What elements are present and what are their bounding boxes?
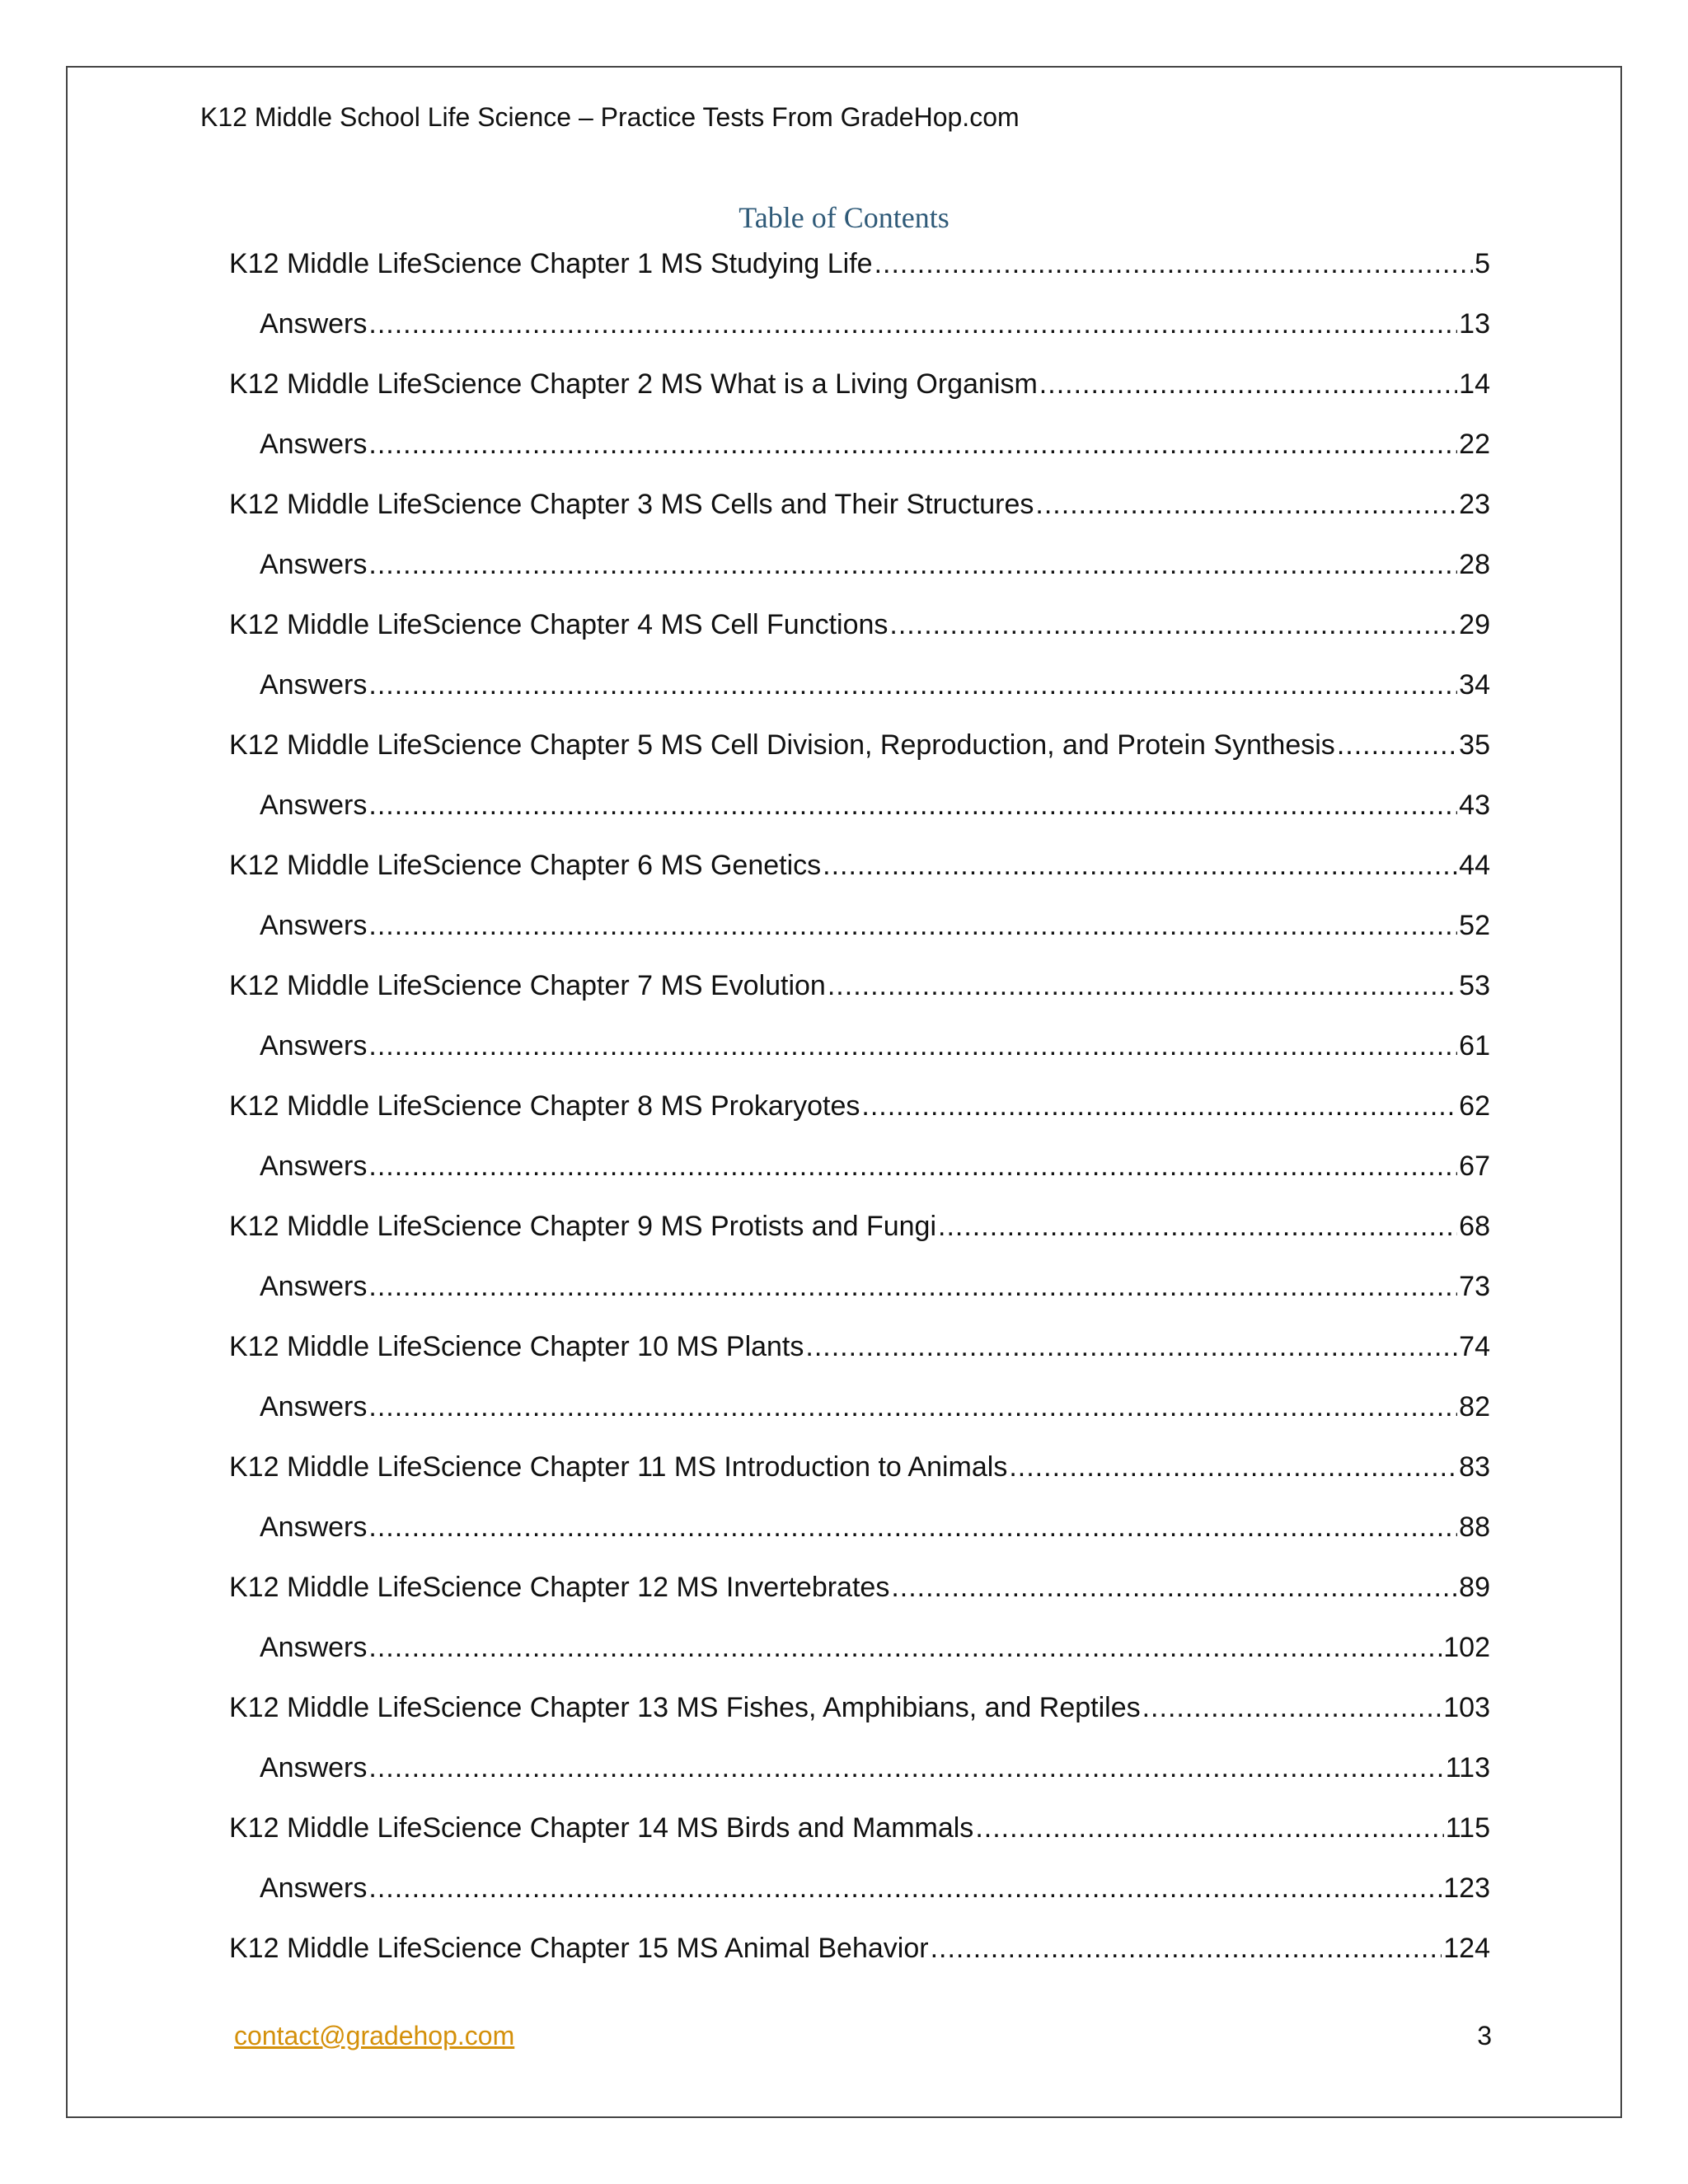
toc-entry-chapter[interactable] bbox=[229, 1327, 1490, 1387]
toc-entry-page-number: 124 bbox=[1443, 1933, 1490, 1964]
toc-entry-answers[interactable] bbox=[229, 906, 1490, 966]
toc-entry-answers[interactable] bbox=[229, 1267, 1490, 1327]
toc-entry-title: Answers bbox=[260, 1872, 368, 1904]
toc-entry-chapter[interactable] bbox=[229, 966, 1490, 1026]
dot-leader bbox=[368, 1748, 1443, 1788]
toc-entry-page-number: 22 bbox=[1459, 429, 1490, 460]
toc-entry-answers[interactable] bbox=[229, 1628, 1490, 1688]
toc-entry-page-number: 67 bbox=[1459, 1151, 1490, 1182]
toc-entry-answers[interactable] bbox=[229, 785, 1490, 846]
toc-entry-page-number: 89 bbox=[1459, 1572, 1490, 1603]
toc-entry-answers[interactable] bbox=[229, 1868, 1490, 1929]
toc-entry-chapter[interactable] bbox=[229, 846, 1490, 906]
toc-entry-page-number: 34 bbox=[1459, 669, 1490, 701]
toc-entry-page-number: 61 bbox=[1459, 1030, 1490, 1062]
toc-entry-page-number: 53 bbox=[1459, 970, 1490, 1001]
dot-leader bbox=[368, 1146, 1457, 1186]
running-header: K12 Middle School Life Science – Practice Tests From GradeHop.com bbox=[200, 102, 1020, 132]
toc-entry-title: K12 Middle LifeScience Chapter 2 MS What is a Living Organism bbox=[229, 368, 1038, 400]
dot-leader bbox=[805, 1327, 1457, 1366]
dot-leader bbox=[368, 1387, 1457, 1427]
toc-entry-chapter[interactable] bbox=[229, 725, 1490, 785]
toc-entry-title: Answers bbox=[260, 1030, 368, 1062]
toc-entry-page-number: 103 bbox=[1443, 1692, 1490, 1723]
dot-leader bbox=[931, 1929, 1442, 1968]
toc-entry-title: Answers bbox=[260, 429, 368, 460]
toc-entry-title: K12 Middle LifeScience Chapter 11 MS Introduction to Animals bbox=[229, 1451, 1008, 1483]
toc-entry-title: Answers bbox=[260, 308, 368, 340]
toc-entry-answers[interactable] bbox=[229, 1507, 1490, 1568]
dot-leader bbox=[861, 1086, 1457, 1126]
toc-entry-page-number: 123 bbox=[1443, 1872, 1490, 1904]
dot-leader bbox=[1039, 364, 1457, 404]
dot-leader bbox=[891, 1568, 1457, 1607]
toc-entry-chapter[interactable] bbox=[229, 1207, 1490, 1267]
toc-entry-chapter[interactable] bbox=[229, 1929, 1490, 1989]
toc-entry-chapter[interactable] bbox=[229, 244, 1490, 304]
toc-entry-title: Answers bbox=[260, 1752, 368, 1783]
toc-entry-page-number: 83 bbox=[1459, 1451, 1490, 1483]
toc-entry-page-number: 113 bbox=[1445, 1752, 1490, 1783]
toc-entry-title: Answers bbox=[260, 1151, 368, 1182]
dot-leader bbox=[368, 906, 1457, 945]
footer-email-link[interactable]: contact@gradehop.com bbox=[234, 2021, 515, 2050]
toc-entry-page-number: 23 bbox=[1459, 489, 1490, 520]
toc-entry-answers[interactable] bbox=[229, 1387, 1490, 1447]
dot-leader bbox=[975, 1808, 1443, 1848]
toc-entry-title: K12 Middle LifeScience Chapter 4 MS Cell Functions bbox=[229, 609, 889, 640]
toc-entry-title: Answers bbox=[260, 549, 368, 580]
dot-leader bbox=[828, 966, 1457, 1005]
dot-leader bbox=[368, 545, 1457, 584]
toc-entry-title: K12 Middle LifeScience Chapter 3 MS Cells and Their Structures bbox=[229, 489, 1034, 520]
toc-entry-answers[interactable] bbox=[229, 665, 1490, 725]
toc-entry-page-number: 102 bbox=[1443, 1632, 1490, 1663]
toc-entry-chapter[interactable] bbox=[229, 1086, 1490, 1146]
toc-entry-title: K12 Middle LifeScience Chapter 7 MS Evolution bbox=[229, 970, 826, 1001]
dot-leader bbox=[368, 665, 1457, 705]
dot-leader bbox=[1337, 725, 1457, 765]
toc-entry-page-number: 68 bbox=[1459, 1211, 1490, 1242]
dot-leader bbox=[368, 1507, 1457, 1547]
toc-entry-chapter[interactable] bbox=[229, 485, 1490, 545]
toc-entry-title: K12 Middle LifeScience Chapter 10 MS Plants bbox=[229, 1331, 804, 1362]
toc-entry-title: K12 Middle LifeScience Chapter 6 MS Genetics bbox=[229, 850, 822, 881]
dot-leader bbox=[368, 1026, 1457, 1066]
toc-entry-page-number: 29 bbox=[1459, 609, 1490, 640]
dot-leader bbox=[874, 244, 1474, 284]
toc-title: Table of Contents bbox=[738, 201, 950, 234]
toc-entry-page-number: 43 bbox=[1459, 790, 1490, 821]
toc-entry-title: Answers bbox=[260, 1632, 368, 1663]
toc-entry-title: K12 Middle LifeScience Chapter 14 MS Birds and Mammals bbox=[229, 1812, 974, 1844]
toc-entry-page-number: 88 bbox=[1459, 1511, 1490, 1543]
dot-leader bbox=[368, 1868, 1442, 1908]
toc-entry-chapter[interactable] bbox=[229, 1447, 1490, 1507]
toc-entry-title: Answers bbox=[260, 790, 368, 821]
toc-entry-title: K12 Middle LifeScience Chapter 5 MS Cell Division, Reproduction, and Protein Synthesis bbox=[229, 729, 1335, 761]
toc-entry-title: K12 Middle LifeScience Chapter 9 MS Protists and Fungi bbox=[229, 1211, 937, 1242]
dot-leader bbox=[889, 605, 1457, 644]
toc-entry-answers[interactable] bbox=[229, 1748, 1490, 1808]
toc-entry-title: Answers bbox=[260, 1511, 368, 1543]
toc-entry-page-number: 62 bbox=[1459, 1090, 1490, 1122]
dot-leader bbox=[368, 1267, 1457, 1306]
toc-entry-title: K12 Middle LifeScience Chapter 1 MS Studying Life bbox=[229, 248, 873, 279]
dot-leader bbox=[1035, 485, 1457, 524]
dot-leader bbox=[823, 846, 1457, 885]
toc-entry-page-number: 82 bbox=[1459, 1391, 1490, 1422]
toc-entry-title: K12 Middle LifeScience Chapter 13 MS Fishes, Amphibians, and Reptiles bbox=[229, 1692, 1141, 1723]
toc-entry-page-number: 28 bbox=[1459, 549, 1490, 580]
toc-entry-page-number: 52 bbox=[1459, 910, 1490, 941]
toc-entry-title: K12 Middle LifeScience Chapter 12 MS Invertebrates bbox=[229, 1572, 890, 1603]
toc-entry-answers[interactable] bbox=[229, 545, 1490, 605]
toc-entry-chapter[interactable] bbox=[229, 1808, 1490, 1868]
dot-leader bbox=[368, 785, 1457, 825]
toc-entry-chapter[interactable] bbox=[229, 364, 1490, 424]
page-number: 3 bbox=[1477, 2021, 1492, 2050]
toc-entry-title: Answers bbox=[260, 1271, 368, 1302]
toc-entry-page-number: 35 bbox=[1459, 729, 1490, 761]
dot-leader bbox=[368, 1628, 1442, 1667]
toc-entry-title: K12 Middle LifeScience Chapter 8 MS Prokaryotes bbox=[229, 1090, 860, 1122]
toc-entry-title: K12 Middle LifeScience Chapter 15 MS Animal Behavior bbox=[229, 1933, 929, 1964]
toc-entry-chapter[interactable] bbox=[229, 1688, 1490, 1748]
table-of-contents bbox=[229, 244, 1490, 1989]
dot-leader bbox=[1142, 1688, 1442, 1727]
toc-entry-page-number: 44 bbox=[1459, 850, 1490, 881]
toc-entry-title: Answers bbox=[260, 669, 368, 701]
toc-entry-answers[interactable] bbox=[229, 424, 1490, 485]
dot-leader bbox=[368, 304, 1457, 344]
toc-entry-chapter[interactable] bbox=[229, 1568, 1490, 1628]
toc-entry-page-number: 74 bbox=[1459, 1331, 1490, 1362]
toc-entry-page-number: 115 bbox=[1445, 1812, 1490, 1844]
dot-leader bbox=[938, 1207, 1457, 1246]
toc-entry-title: Answers bbox=[260, 1391, 368, 1422]
toc-entry-chapter[interactable] bbox=[229, 605, 1490, 665]
toc-entry-page-number: 5 bbox=[1475, 248, 1490, 279]
dot-leader bbox=[368, 424, 1457, 464]
toc-entry-page-number: 73 bbox=[1459, 1271, 1490, 1302]
toc-entry-page-number: 13 bbox=[1459, 308, 1490, 340]
toc-entry-answers[interactable] bbox=[229, 1026, 1490, 1086]
toc-entry-answers[interactable] bbox=[229, 1146, 1490, 1207]
toc-entry-title: Answers bbox=[260, 910, 368, 941]
dot-leader bbox=[1009, 1447, 1457, 1487]
toc-entry-answers[interactable] bbox=[229, 304, 1490, 364]
toc-entry-page-number: 14 bbox=[1459, 368, 1490, 400]
